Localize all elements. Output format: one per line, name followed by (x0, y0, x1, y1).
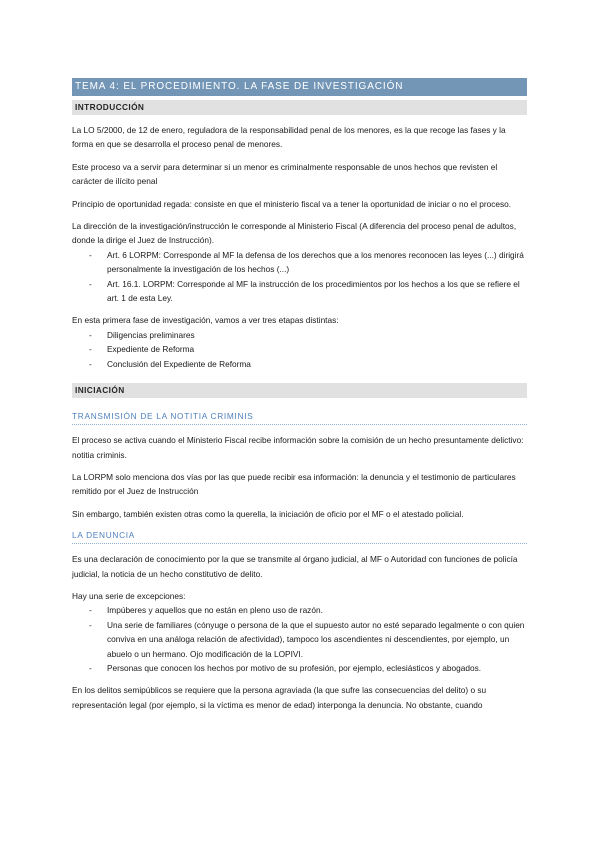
paragraph: En esta primera fase de investigación, vamos a ver tres etapas distintas: (72, 315, 339, 326)
paragraph: El proceso se activa cuando el Ministerio Fiscal recibe información sobre la comisión de un hecho presuntamente delictivo: notitia criminis. (72, 435, 524, 460)
document-page (72, 78, 527, 712)
list-item: - Impúberes y aquellos que no están en pleno uso de razón. (72, 603, 527, 617)
paragraph: Principio de oportunidad regada: consiste en que el ministerio fiscal va a tener la oportunidad de iniciar o no el proceso. (72, 198, 512, 209)
list-item: - Art. 16.1. LORPM: Corresponde al MF la instrucción de los procedimientos por los hechos a los que se refiere el art. 1 de esta Ley. (72, 277, 527, 306)
paragraph: En los delitos semipúblicos se requiere que la persona agraviada (la que sufre las consecuencias del delito) o su representación legal (por ejemplo, si la víctima es menor de edad) interponga la denuncia. No obstante, cuando (72, 685, 487, 710)
paragraph: Es una declaración de conocimiento por la que se transmite al órgano judicial, al MF o Autoridad con funciones de policía judicial, la noticia de un hecho constitutivo de delito. (72, 554, 518, 579)
paragraph: Sin embargo, también existen otras como la querella, la iniciación de oficio por el MF o el atestado policial. (72, 508, 464, 519)
paragraph: La LO 5/2000, de 12 de enero, reguladora de la responsabilidad penal de los menores, es la que recoge las fases y la forma en que se desarrolla el proceso penal de menores. (72, 125, 506, 150)
section-heading-introduccion: INTRODUCCIÓN (72, 100, 527, 115)
paragraph: La LORPM solo menciona dos vías por las que puede recibir esa información: la denuncia y el testimonio de particulares remitido por el Juez de Instrucción (72, 471, 516, 497)
exceptions-list (72, 603, 527, 675)
paragraph: Hay una serie de excepciones: (72, 590, 186, 601)
section-heading-iniciacion: INICIACIÓN (72, 383, 527, 398)
list-item: - Expediente de Reforma (72, 342, 527, 356)
paragraph: Este proceso va a servir para determinar si un menor es criminalmente responsable de unos hechos que revisten el carácter de ilícito penal (72, 161, 498, 187)
list-item: - Diligencias preliminares (72, 328, 527, 342)
subheading-la-denuncia: LA DENUNCIA (72, 529, 527, 544)
document-title: TEMA 4: EL PROCEDIMIENTO. LA FASE DE INVESTIGACIÓN (72, 78, 527, 96)
articles-list (72, 248, 527, 306)
paragraph: La dirección de la investigación/instrucción le corresponde al Ministerio Fiscal (A diferencia del proceso penal de adultos, donde la dirige el Juez de Instrucción). (72, 221, 517, 246)
list-item: - Una serie de familiares (cónyuge o persona de la que el supuesto autor no esté separado legalmente o con quien conviva en una análoga relación de afectividad), tampoco los ascendientes ni descendientes, por ejemplo, un abuelo o un hermano. Ojo modificación de la LOPIVI. (72, 618, 527, 661)
stages-list (72, 328, 527, 371)
list-item: - Conclusión del Expediente de Reforma (72, 357, 527, 371)
list-item: - Art. 6 LORPM: Corresponde al MF la defensa de los derechos que a los menores reconocen las leyes (...) dirigirá personalmente la investigación de los hechos (...) (72, 248, 527, 277)
subheading-notitia-criminis: TRANSMISIÓN DE LA NOTITIA CRIMINIS (72, 410, 527, 425)
list-item: - Personas que conocen los hechos por motivo de su profesión, por ejemplo, eclesiásticos y abogados. (72, 661, 527, 675)
